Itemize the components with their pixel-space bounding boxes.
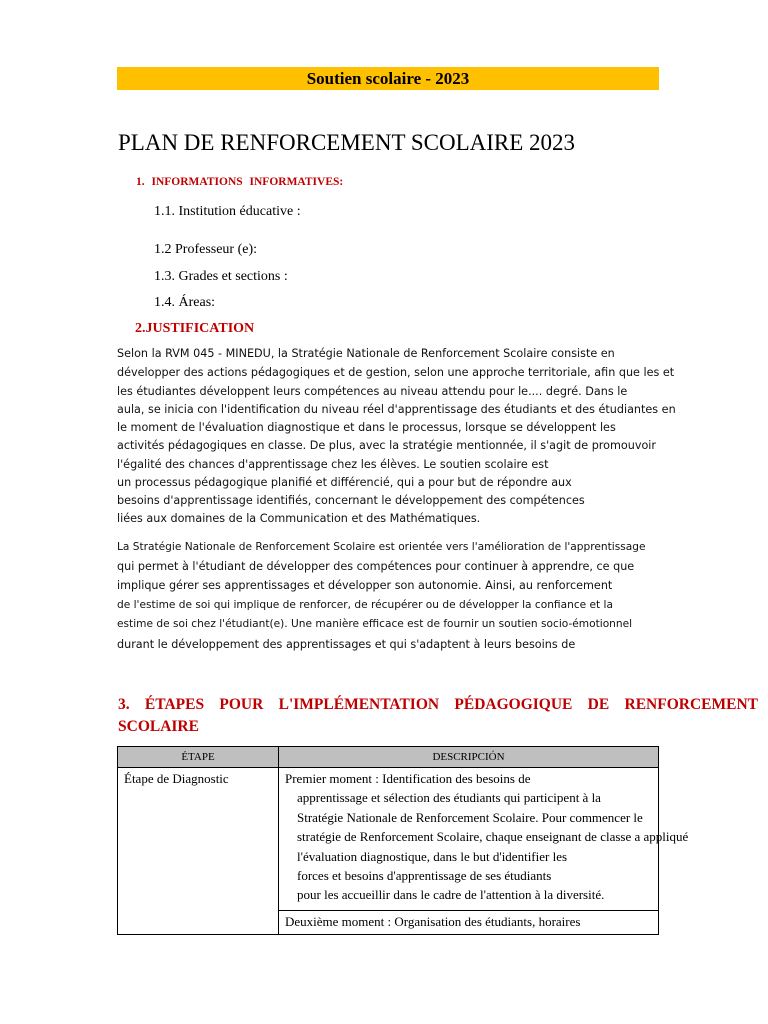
table-header-row <box>118 747 659 768</box>
paragraph-line: activités pédagogiques en classe. De plus, avec la stratégie mentionnée, il s'agit de promouvoir <box>117 439 657 452</box>
page-title: PLAN DE RENFORCEMENT SCOLAIRE 2023 <box>118 130 576 155</box>
description-line: Stratégie Nationale de Renforcement Scolaire. Pour commencer le <box>297 810 643 825</box>
table-row <box>118 768 659 911</box>
paragraph-line: implique gérer ses apprentissages et développer son autonomie. Ainsi, au renforcement <box>117 579 613 592</box>
steps-table <box>117 746 689 935</box>
paragraph-line: Selon la RVM 045 - MINEDU, la Stratégie Nationale de Renforcement Scolaire consiste en <box>117 347 615 360</box>
section2-heading: 2.JUSTIFICATION <box>135 321 255 336</box>
paragraph-line: durant le développement des apprentissages et qui s'adaptent à leurs besoins de <box>117 638 576 651</box>
paragraph-line: estime de soi chez l'étudiant(e). Une manière efficace est de fournir un soutien socio-émotionnel <box>117 618 633 630</box>
info-item-institution: 1.1. Institution éducative : <box>154 204 301 219</box>
description-line: Premier moment : Identification des besoins de <box>285 771 531 786</box>
table-header-description: DESCRIPCIÓN <box>279 747 659 768</box>
paragraph-line: besoins d'apprentissage identifiés, concernant le développement des compétences <box>117 494 585 507</box>
description-line: l'évaluation diagnostique, dans le but d'identifier les <box>297 849 568 864</box>
table-header-step: ÉTAPE <box>118 747 279 768</box>
paragraph-line: l'égalité des chances d'apprentissage chez les élèves. Le soutien scolaire est <box>117 458 549 471</box>
table-cell-description: Deuxième moment : Organisation des étudiants, horaires <box>279 911 659 935</box>
paragraph-line: aula, se inicia con l'identification du niveau réel d'apprentissage des étudiants et des étudiantes en <box>117 403 676 416</box>
info-item-areas: 1.4. Áreas: <box>154 295 216 310</box>
info-item-grades: 1.3. Grades et sections : <box>154 269 288 284</box>
paragraph-line: le moment de l'évaluation diagnostique et dans le processus, lorsque se développent les <box>117 421 616 434</box>
section1-heading: 1. INFORMATIONS INFORMATIVES: <box>136 176 344 188</box>
description-line: forces et besoins d'apprentissage de ses étudiants <box>297 868 552 883</box>
paragraph-line: les étudiantes développent leurs compétences au niveau attendu pour le.... degré. Dans le <box>117 385 628 398</box>
table-cell-step: Étape de Diagnostic <box>118 768 279 935</box>
paragraph-line: un processus pédagogique planifié et différencié, qui a pour but de répondre aux <box>117 476 572 489</box>
section3-heading: 3. ÉTAPES POUR L'IMPLÉMENTATION PÉDAGOGIQUE DE RENFORCEMENT SCOLAIRE <box>118 696 758 735</box>
table-cell-description <box>279 768 689 911</box>
paragraph-line: La Stratégie Nationale de Renforcement Scolaire est orientée vers l'amélioration de l'apprentissage <box>117 541 646 553</box>
header-banner: Soutien scolaire - 2023 <box>117 67 659 90</box>
description-line: stratégie de Renforcement Scolaire, chaque enseignant de classe a appliqué <box>297 829 689 844</box>
paragraph-line: liées aux domaines de la Communication et des Mathématiques. <box>117 512 481 525</box>
description-line: pour les accueillir dans le cadre de l'attention à la diversité. <box>297 887 605 902</box>
description-line: apprentissage et sélection des étudiants qui participent à la <box>297 790 601 805</box>
paragraph-line: qui permet à l'étudiant de développer des compétences pour continuer à apprendre, ce que <box>117 560 635 573</box>
paragraph-line: de l'estime de soi qui implique de renforcer, de récupérer ou de développer la confiance et la <box>117 599 613 611</box>
paragraph-line: développer des actions pédagogiques et de gestion, selon une approche territoriale, afin que les et <box>117 366 675 379</box>
info-item-teacher: 1.2 Professeur (e): <box>154 242 258 257</box>
